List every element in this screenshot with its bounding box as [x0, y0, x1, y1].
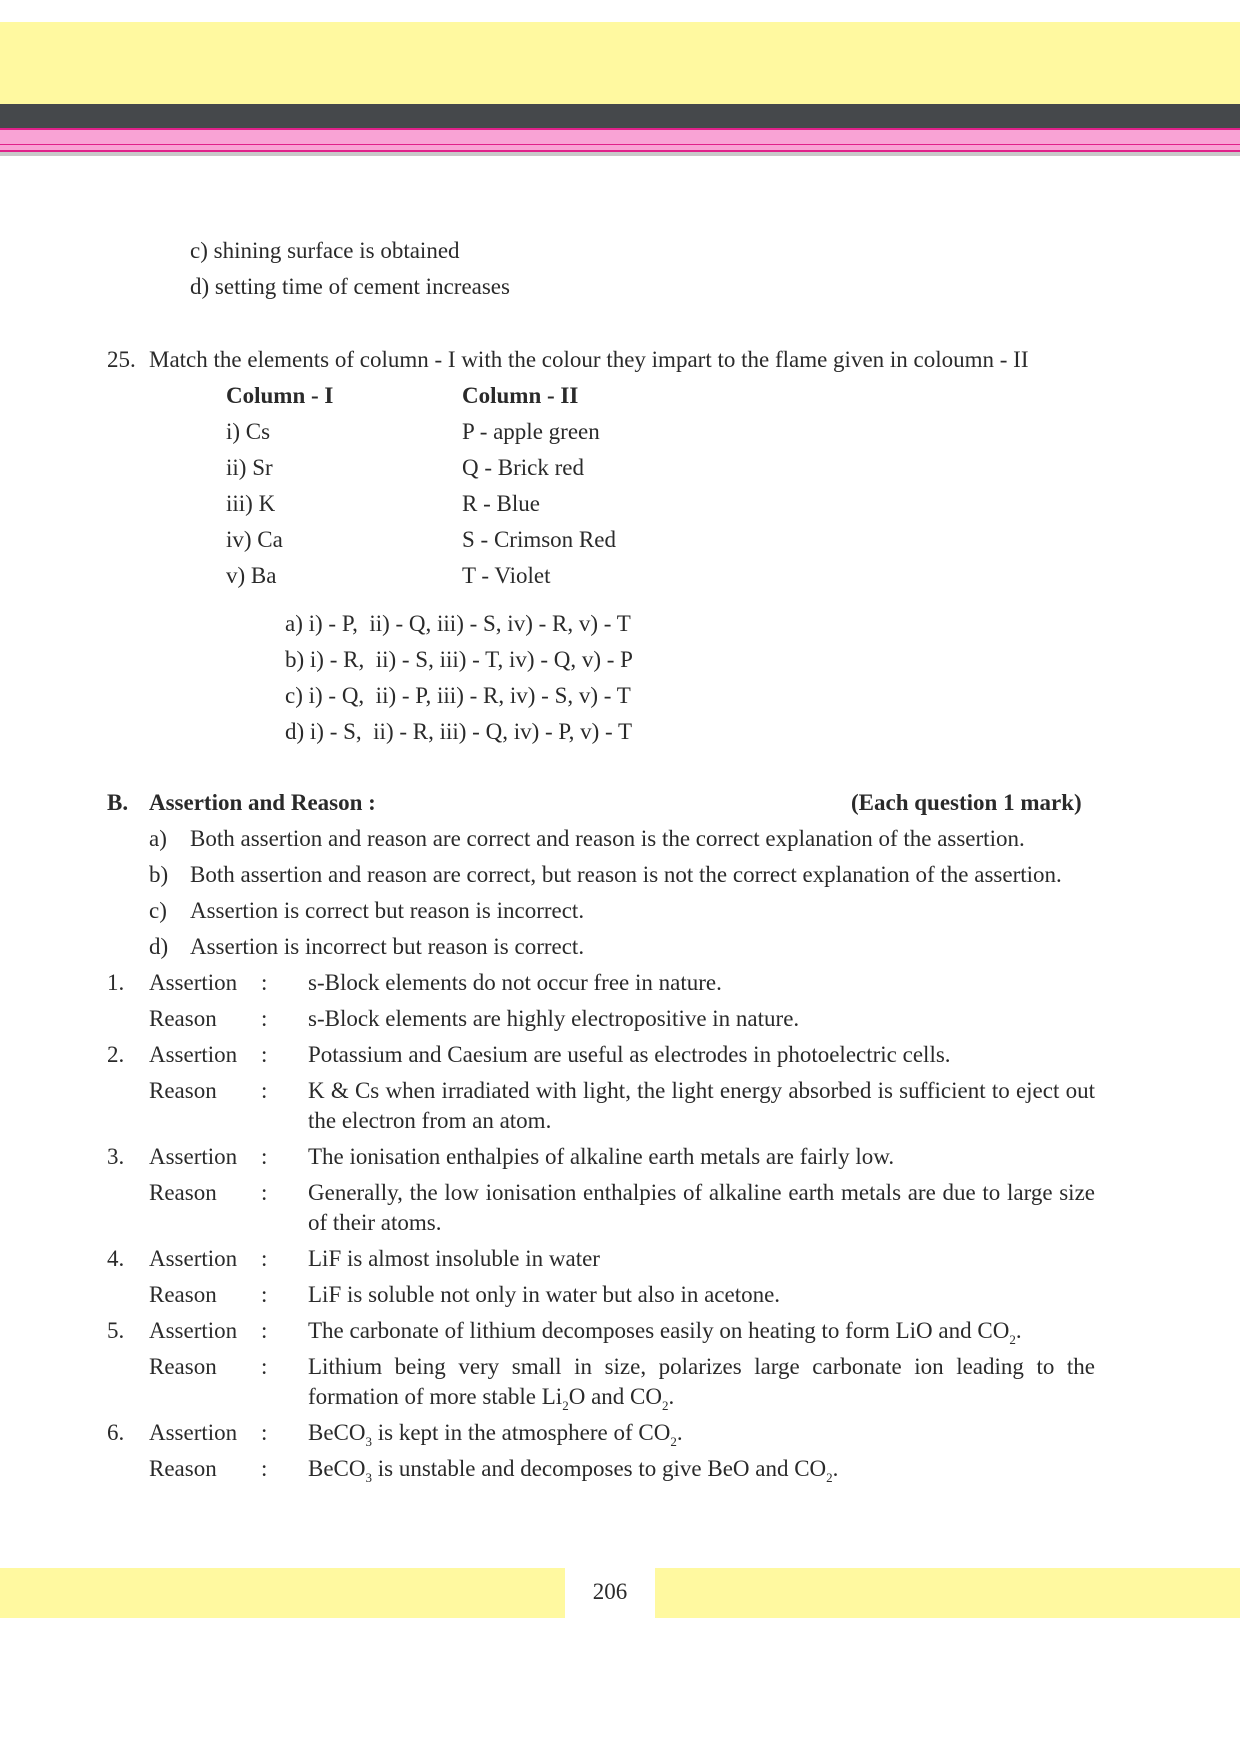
assertion-text: LiF is almost insoluble in water	[308, 1246, 600, 1271]
reason-text	[308, 1455, 838, 1483]
colon: :	[261, 1456, 268, 1481]
colon: :	[261, 1420, 268, 1445]
col2-row: S - Crimson Red	[462, 527, 616, 552]
assertion-text	[308, 1419, 683, 1447]
footer-yellow-band-left	[0, 1568, 565, 1618]
col1-row: iii) K	[226, 491, 276, 516]
reason-text: s-Block elements are highly electropositive in nature.	[308, 1006, 800, 1031]
reason-text-part: BeCO	[308, 1456, 366, 1481]
assertion-text-part: is kept in the atmosphere of CO	[372, 1420, 671, 1445]
colon: :	[261, 1282, 268, 1307]
colon: :	[261, 1318, 268, 1343]
reason-text	[308, 1352, 1095, 1412]
prev-option-c: c) shining surface is obtained	[190, 238, 460, 263]
col2-row: R - Blue	[462, 491, 540, 516]
assertion-label: Assertion	[149, 1420, 238, 1445]
reason-text-part: is unstable and decomposes to give BeO and CO	[372, 1456, 827, 1481]
key-text: Assertion is correct but reason is incorrect.	[190, 898, 585, 923]
subscript: 2	[1009, 1332, 1016, 1347]
header-dark-band	[0, 104, 1240, 128]
col2-row: P - apple green	[462, 419, 600, 444]
reason-label: Reason	[149, 1354, 217, 1379]
period: .	[832, 1456, 839, 1481]
section-b-title: Assertion and Reason :	[149, 790, 376, 815]
period: .	[668, 1384, 675, 1409]
subscript: 3	[365, 1470, 372, 1485]
subscript: 2	[661, 1398, 669, 1413]
q25-option-a: a) i) - P, ii) - Q, iii) - S, iv) - R, v) - T	[285, 611, 631, 636]
colon: :	[261, 970, 268, 995]
assertion-text: Potassium and Caesium are useful as electrodes in photoelectric cells.	[308, 1042, 951, 1067]
colon: :	[261, 1144, 268, 1169]
footer-yellow-band-right	[655, 1568, 1240, 1618]
subscript: 2	[670, 1434, 677, 1449]
section-b-marks: (Each question 1 mark)	[851, 790, 1082, 815]
assertion-label: Assertion	[149, 1318, 238, 1343]
header-grey-rule	[0, 152, 1240, 156]
reason-text: K & Cs when irradiated with light, the light energy absorbed is sufficient to eject out the electron from an atom.	[308, 1078, 1095, 1133]
reason-label: Reason	[149, 1078, 217, 1103]
section-b-letter: B.	[107, 790, 129, 815]
period: .	[1015, 1318, 1022, 1343]
prev-option-d: d) setting time of cement increases	[190, 274, 510, 299]
reason-label: Reason	[149, 1282, 217, 1307]
col1-row: v) Ba	[226, 563, 277, 588]
item-number: 4.	[107, 1246, 125, 1271]
col1-row: ii) Sr	[226, 455, 273, 480]
key-text: Assertion is incorrect but reason is correct.	[190, 934, 585, 959]
reason-label: Reason	[149, 1456, 217, 1481]
reason-text: Generally, the low ionisation enthalpies of alkaline earth metals are due to large size of their atoms.	[308, 1180, 1095, 1235]
item-number: 3.	[107, 1144, 125, 1169]
header-pink-band	[0, 128, 1240, 152]
q25-option-c: c) i) - Q, ii) - P, iii) - R, iv) - S, v) - T	[285, 683, 631, 708]
key-label: b)	[149, 862, 169, 887]
assertion-text-part: BeCO	[308, 1420, 366, 1445]
colon: :	[261, 1246, 268, 1271]
key-text: Both assertion and reason are correct, but reason is not the correct explanation of the assertion.	[190, 862, 1062, 887]
colon: :	[261, 1042, 268, 1067]
colon: :	[261, 1006, 268, 1031]
column-2-header: Column - II	[462, 383, 579, 408]
assertion-label: Assertion	[149, 1042, 238, 1067]
item-number: 2.	[107, 1042, 125, 1067]
reason-text: LiF is soluble not only in water but also in acetone.	[308, 1282, 781, 1307]
assertion-text	[308, 1317, 1022, 1345]
colon: :	[261, 1078, 268, 1103]
assertion-text: The ionisation enthalpies of alkaline earth metals are fairly low.	[308, 1144, 895, 1169]
page-number: 206	[592, 1579, 628, 1604]
q25-number: 25.	[107, 347, 136, 372]
assertion-label: Assertion	[149, 1144, 238, 1169]
q25-text: Match the elements of column - I with the colour they impart to the flame given in coloumn - II	[149, 347, 1029, 372]
assertion-label: Assertion	[149, 1246, 238, 1271]
reason-label: Reason	[149, 1006, 217, 1031]
key-label: a)	[149, 826, 167, 851]
assertion-label: Assertion	[149, 970, 238, 995]
col2-row: T - Violet	[462, 563, 551, 588]
column-1-header: Column - I	[226, 383, 334, 408]
col2-row: Q - Brick red	[462, 455, 584, 480]
item-number: 5.	[107, 1318, 125, 1343]
key-label: c)	[149, 898, 167, 923]
subscript: 2	[562, 1398, 569, 1413]
period: .	[676, 1420, 683, 1445]
q25-option-d: d) i) - S, ii) - R, iii) - Q, iv) - P, v) - T	[285, 719, 633, 744]
reason-text-part: Lithium being very small in size, polarizes large carbonate ion leading to the formation of more stable Li	[308, 1354, 1095, 1409]
reason-label: Reason	[149, 1180, 217, 1205]
colon: :	[261, 1180, 268, 1205]
header-yellow-band	[0, 22, 1240, 104]
subscript: 3	[365, 1434, 372, 1449]
key-text: Both assertion and reason are correct and reason is the correct explanation of the assertion.	[190, 826, 1025, 851]
col1-row: iv) Ca	[226, 527, 283, 552]
q25-option-b: b) i) - R, ii) - S, iii) - T, iv) - Q, v) - P	[285, 647, 633, 672]
item-number: 6.	[107, 1420, 125, 1445]
assertion-text-part: The carbonate of lithium decomposes easily on heating to form LiO and CO	[308, 1318, 1010, 1343]
col1-row: i) Cs	[226, 419, 271, 444]
item-number: 1.	[107, 970, 125, 995]
assertion-text: s-Block elements do not occur free in nature.	[308, 970, 722, 995]
colon: :	[261, 1354, 268, 1379]
subscript: 2	[826, 1470, 833, 1485]
key-label: d)	[149, 934, 169, 959]
reason-text-part: O and CO	[568, 1384, 662, 1409]
